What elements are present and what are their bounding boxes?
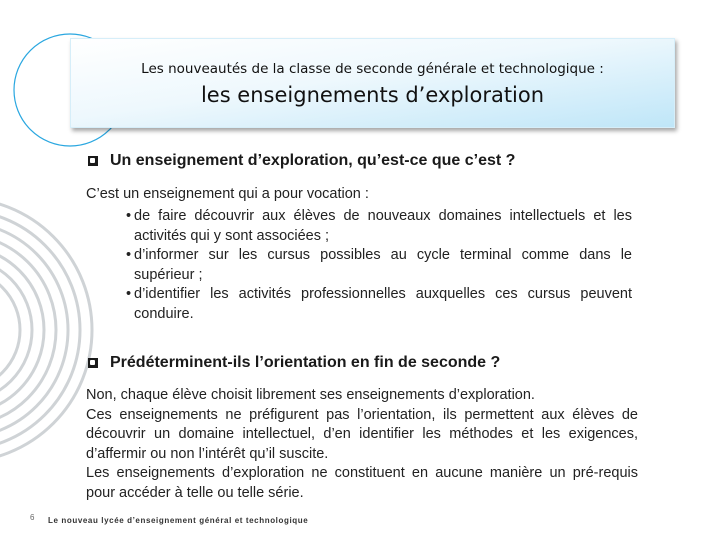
slide-title: les enseignements d’exploration (200, 83, 545, 107)
square-bullet-icon (88, 358, 98, 368)
question-1-text: Un enseignement d’exploration, qu’est-ce que c’est ? (110, 152, 516, 169)
answer-paragraph: Ces enseignements ne préfigurent pas l’orientation, ils permettent aux élèves de découvrir un domaine intellectuel, d’en identifier les méthodes et les exigences, d’affermir ou non l’intérêt qu’il suscite. (86, 406, 638, 462)
answer-paragraph: Les enseignements d’exploration ne constituent en aucune manière un pré-requis pour accéder à telle ou telle série. (86, 465, 638, 501)
footer-text: Le nouveau lycée d’enseignement général et technologique (48, 516, 309, 525)
answer-text (86, 386, 638, 504)
title-banner (70, 38, 675, 128)
question-heading-2 (88, 354, 500, 372)
question-2-text: Prédéterminent-ils l’orientation en fin de seconde ? (110, 354, 501, 371)
page-number: 6 (30, 513, 35, 522)
list-item: • de faire découvrir aux élèves de nouveaux domaines intellectuels et les activités qui y sont associées ; (126, 208, 632, 244)
slide-subtitle: Les nouveautés de la classe de seconde générale et technologique : (141, 61, 604, 77)
question-heading-1 (88, 152, 515, 170)
list-item: • d’identifier les activités professionnelles auxquelles ces cursus peuvent conduire. (126, 286, 632, 322)
vocation-list (126, 207, 632, 325)
intro-text: C’est un enseignement qui a pour vocation : (86, 186, 369, 202)
list-item: • d’informer sur les cursus possibles au cycle terminal comme dans le supérieur ; (126, 247, 632, 283)
square-bullet-icon (88, 156, 98, 166)
answer-paragraph: Non, chaque élève choisit librement ses enseignements d’exploration. (86, 387, 535, 403)
